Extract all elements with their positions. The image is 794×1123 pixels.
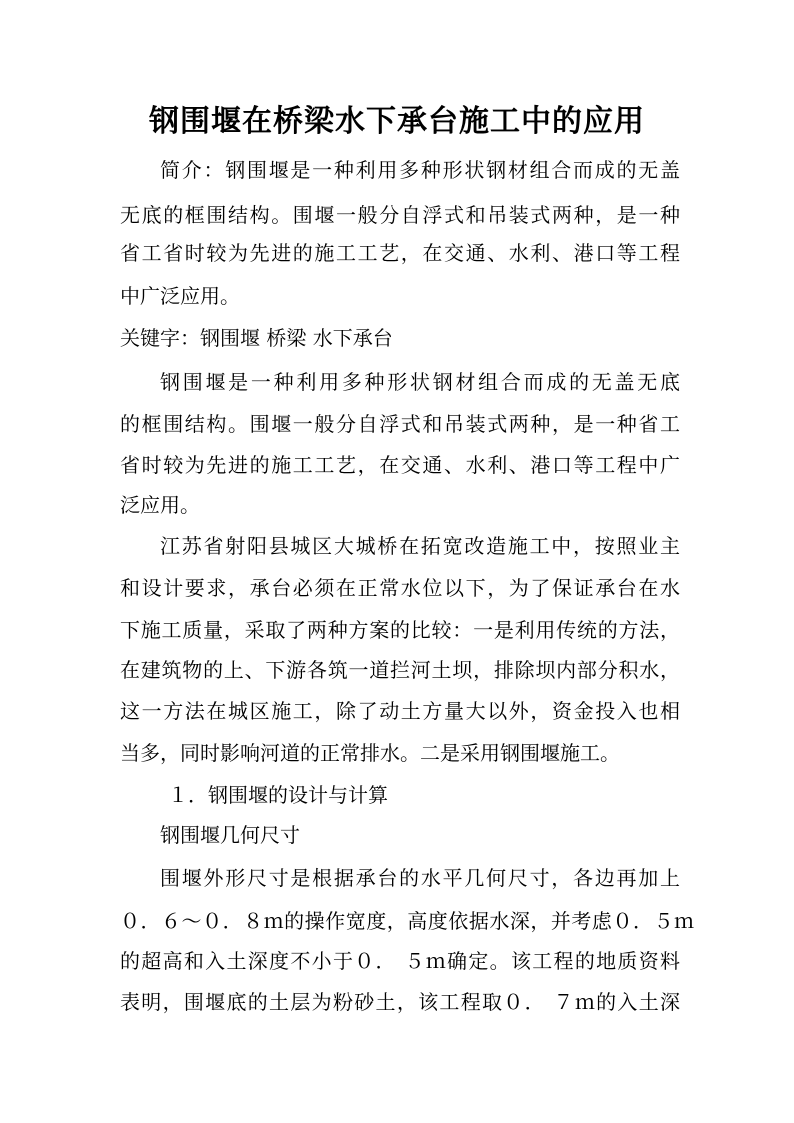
keywords-line: 关键字：钢围堰 桥梁 水下承台 <box>120 326 393 350</box>
paragraph-line: 简介：钢围堰是一种利用多种形状钢材组合而成的无盖 <box>160 158 680 182</box>
paragraph-line: 和设计要求，承台必须在正常水位以下，为了保证承台在水 <box>120 576 680 600</box>
paragraph-line: 围堰外形尺寸是根据承台的水平几何尺寸，各边再加上 <box>160 866 680 890</box>
document-title: 钢围堰在桥梁水下承台施工中的应用 <box>149 104 645 139</box>
paragraph-line: 省工省时较为先进的施工工艺，在交通、水利、港口等工程 <box>120 241 680 265</box>
paragraph-line: 这一方法在城区施工，除了动土方量大以外，资金投入也相 <box>120 699 680 723</box>
paragraph-line: 的框围结构。围堰一般分自浮式和吊装式两种，是一种省工 <box>120 412 680 436</box>
section-heading: １．钢围堰的设计与计算 <box>168 783 388 807</box>
paragraph-line: 无底的框围结构。围堰一般分自浮式和吊装式两种，是一种 <box>120 203 680 227</box>
paragraph-line: 钢围堰是一种利用多种形状钢材组合而成的无盖无底 <box>160 370 680 394</box>
paragraph-line: 中广泛应用。 <box>120 284 240 308</box>
paragraph-line: 泛应用。 <box>120 493 200 517</box>
paragraph-line: 当多，同时影响河道的正常排水。二是采用钢围堰施工。 <box>120 741 620 765</box>
paragraph-line: 下施工质量，采取了两种方案的比较：一是利用传统的方法， <box>120 618 680 642</box>
paragraph-line: 表明，围堰底的土层为粉砂土，该工程取０． ７ｍ的入土深 <box>120 990 680 1014</box>
subsection-heading: 钢围堰几何尺寸 <box>160 823 300 847</box>
paragraph-line: 省时较为先进的施工工艺，在交通、水利、港口等工程中广 <box>120 453 680 477</box>
paragraph-line: 在建筑物的上、下游各筑一道拦河土坝，排除坝内部分积水， <box>120 658 680 682</box>
paragraph-line: 的超高和入土深度不小于０． ５ｍ确定。该工程的地质资料 <box>120 949 680 973</box>
paragraph-line: 江苏省射阳县城区大城桥在拓宽改造施工中，按照业主 <box>160 534 680 558</box>
paragraph-line: ０．６～０．８ｍ的操作宽度，高度依据水深，并考虑０．５ｍ <box>120 909 694 933</box>
